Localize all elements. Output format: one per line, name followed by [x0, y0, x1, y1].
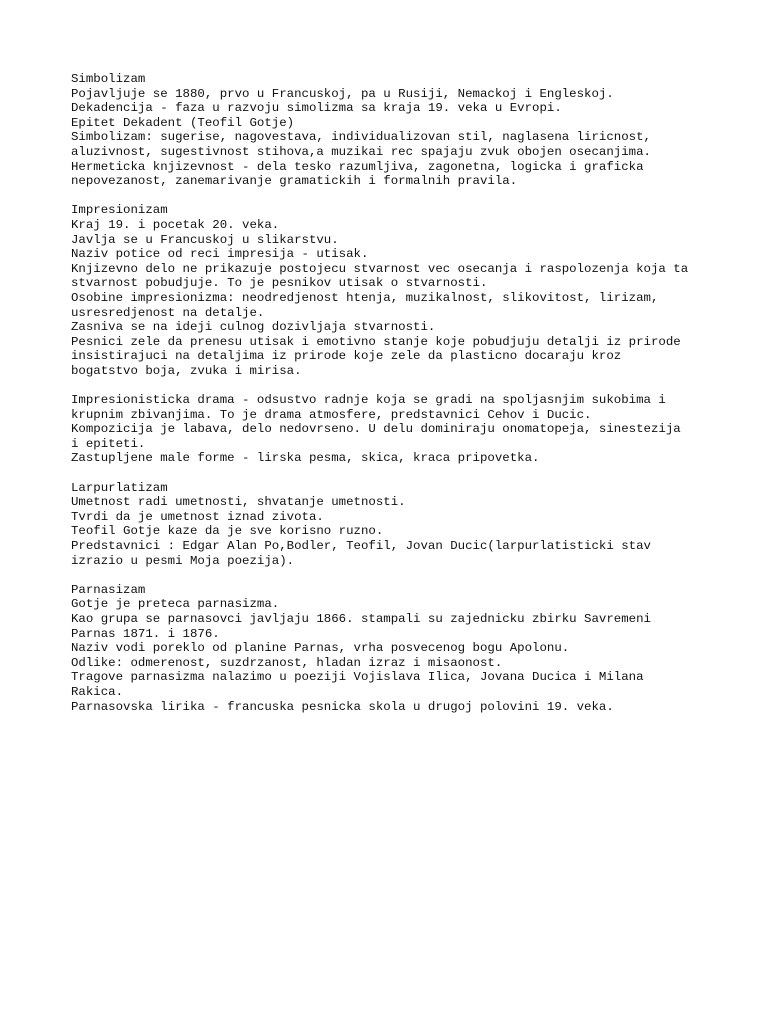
text-line: stvarnost pobudjuje. To je pesnikov utisak o stvarnosti.	[71, 276, 488, 291]
text-line: Odlike: odmerenost, suzdrzanost, hladan izraz i misaonost.	[71, 655, 503, 670]
text-line: insistirajuci na detaljima iz prirode koje zele da plasticno docaraju kroz	[71, 349, 622, 364]
section-parnasizam	[71, 583, 731, 714]
text-line: i epiteti.	[71, 436, 146, 451]
text-line: Umetnost radi umetnosti, shvatanje umetnosti.	[71, 495, 406, 510]
text-line: Kraj 19. i pocetak 20. veka.	[71, 217, 280, 232]
document-page	[71, 72, 731, 729]
text-line: Parnasovska lirika - francuska pesnicka skola u drugoj polovini 19. veka.	[71, 699, 614, 714]
text-line: Predstavnici : Edgar Alan Po,Bodler, Teofil, Jovan Ducic(larpurlatisticki stav	[71, 539, 651, 553]
section-impresionisticka-drama	[71, 393, 731, 466]
text-line: Epitet Dekadent (Teofil Gotje)	[71, 115, 295, 130]
text-line: Hermeticka knjizevnost - dela tesko razumljiva, zagonetna, logicka i graficka	[71, 159, 644, 174]
text-line: Knjizevno delo ne prikazuje postojecu stvarnost vec osecanja i raspolozenja koja ta	[71, 261, 689, 276]
text-line: Javlja se u Francuskoj u slikarstvu.	[71, 232, 339, 247]
text-line: Gotje je preteca parnasizma.	[71, 597, 280, 612]
text-line: Pesnici zele da prenesu utisak i emotivno stanje koje pobudjuju detalji iz prirode	[71, 334, 681, 349]
text-line: Kompozicija je labava, delo nedovrseno. U delu dominiraju onomatopeja, sinestezija	[71, 422, 681, 437]
section-impresionizam	[71, 203, 731, 378]
section-heading: Parnasizam	[71, 582, 146, 597]
text-line: bogatstvo boja, zvuka i mirisa.	[71, 363, 302, 378]
text-line: Teofil Gotje kaze da je sve korisno ruzno.	[71, 524, 384, 539]
text-line: Impresionisticka drama - odsustvo radnje koja se gradi na spoljasnjim sukobima i	[71, 393, 666, 408]
text-line: Tragove parnasizma nalazimo u poeziji Vojislava Ilica, Jovana Ducica i Milana	[71, 670, 644, 685]
section-heading: Impresionizam	[71, 203, 168, 218]
text-line: nepovezanost, zanemarivanje gramatickih i formalnih pravila.	[71, 174, 518, 189]
text-line: izrazio u pesmi Moja poezija).	[71, 553, 295, 568]
section-simbolizam	[71, 72, 731, 189]
text-line: Tvrdi da je umetnost iznad zivota.	[71, 509, 324, 524]
text-line: aluzivnost, sugestivnost stihova,a muzikai rec spajaju zvuk obojen osecanjima.	[71, 144, 651, 159]
text-line: Kao grupa se parnasovci javljaju 1866. stampali su zajednicku zbirku Savremeni	[71, 611, 651, 626]
text-line: Simbolizam: sugerise, nagovestava, individualizovan stil, naglasena liricnost,	[71, 130, 651, 145]
text-line: Rakica.	[71, 684, 124, 699]
text-line: Naziv vodi poreklo od planine Parnas, vrha posvecenog bogu Apolonu.	[71, 641, 570, 656]
text-line: Naziv potice od reci impresija - utisak.	[71, 247, 369, 262]
text-line: usresredjenost na detalje.	[71, 305, 265, 320]
text-line: Osobine impresionizma: neodredjenost htenja, muzikalnost, slikovitost, lirizam,	[71, 290, 659, 305]
text-line: Dekadencija - faza u razvoju simolizma sa kraja 19. veka u Evropi.	[71, 101, 562, 116]
text-line: Pojavljuje se 1880, prvo u Francuskoj, pa u Rusiji, Nemackoj i Engleskoj.	[71, 86, 614, 101]
text-line: krupnim zbivanjima. To je drama atmosfere, predstavnici Cehov i Ducic.	[71, 407, 592, 422]
section-heading: Simbolizam	[71, 72, 146, 86]
text-line: Zasniva se na ideji culnog dozivljaja stvarnosti.	[71, 320, 436, 335]
section-larpurlatizam	[71, 481, 731, 569]
section-heading: Larpurlatizam	[71, 480, 168, 495]
text-line: Zastupljene male forme - lirska pesma, skica, kraca pripovetka.	[71, 451, 540, 466]
text-line: Parnas 1871. i 1876.	[71, 626, 220, 641]
